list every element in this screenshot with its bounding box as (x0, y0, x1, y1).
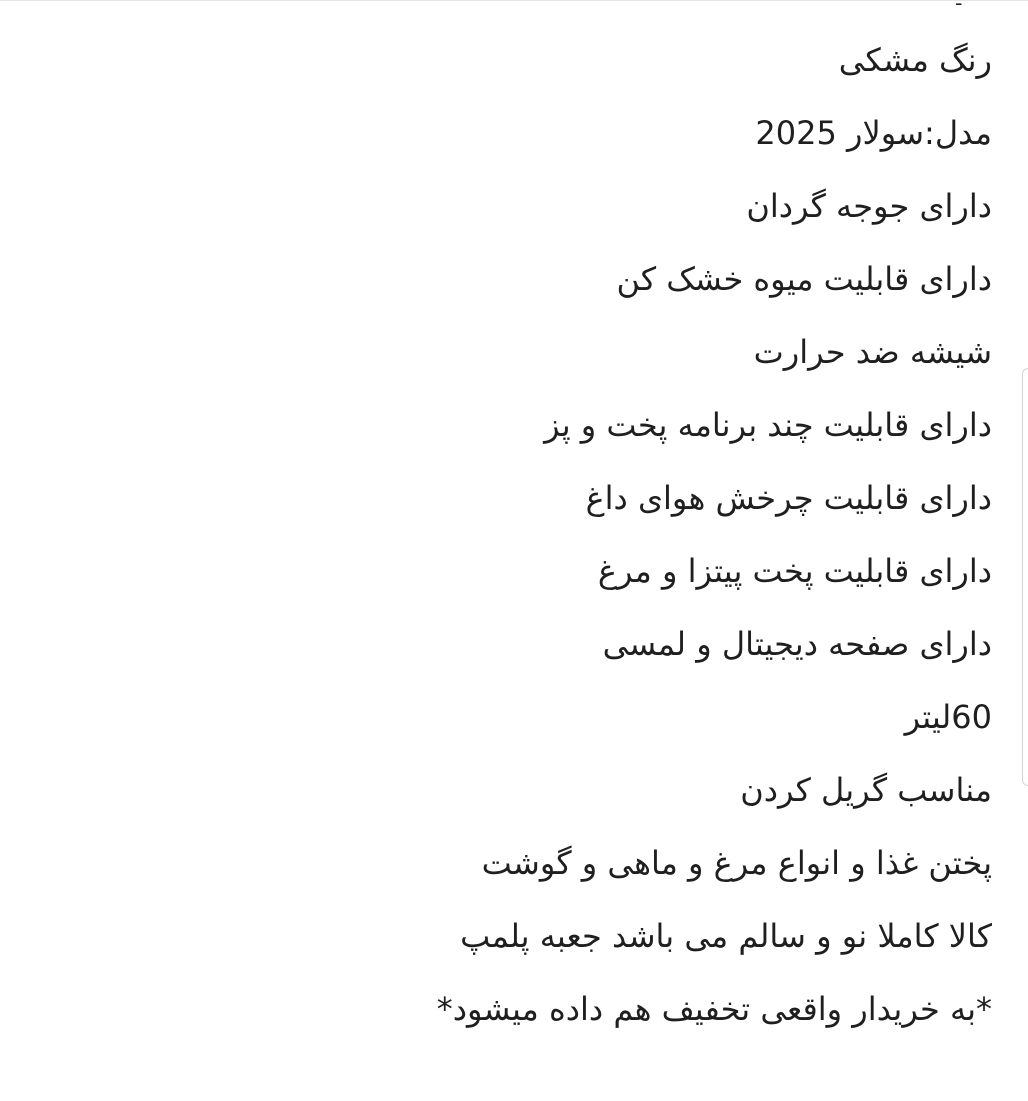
description-line-color: رنگ مشکی (838, 41, 992, 79)
description-line-capacity: 60لیتر (904, 698, 992, 736)
vertical-scrollbar[interactable] (1022, 368, 1028, 786)
description-line-fruit-dryer: دارای قابلیت میوه خشک کن (616, 260, 992, 298)
cropped-text-fragment (956, 0, 966, 6)
description-line-cooking-food: پختن غذا و انواع مرغ و ماهی و گوشت (481, 844, 992, 882)
description-line-touch-display: دارای صفحه دیجیتال و لمسی (602, 625, 992, 663)
description-line-hot-air-circulation: دارای قابلیت چرخش هوای داغ (585, 479, 992, 517)
description-line-grilling: مناسب گریل کردن (740, 771, 992, 809)
description-line-heat-resistant-glass: شیشه ضد حرارت (753, 333, 992, 371)
top-divider (0, 0, 1028, 1)
description-line-discount-note: *به خریدار واقعی تخفیف هم داده میشود* (436, 990, 992, 1028)
description-line-condition: کالا کاملا نو و سالم می باشد جعبه پلمپ (460, 917, 992, 955)
description-line-cooking-programs: دارای قابلیت چند برنامه پخت و پز (544, 406, 992, 444)
description-line-rotisserie: دارای جوجه گردان (746, 187, 992, 225)
product-description (52, 42, 992, 1064)
description-line-pizza-chicken: دارای قابلیت پخت پیتزا و مرغ (597, 552, 992, 590)
description-line-model: مدل:سولار 2025 (755, 114, 992, 152)
